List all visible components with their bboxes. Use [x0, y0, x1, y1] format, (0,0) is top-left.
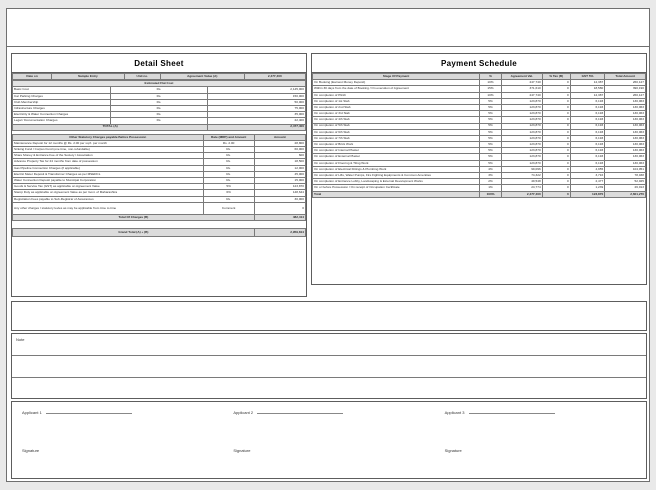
applicant-3-field[interactable] [435, 402, 646, 440]
other-charge-rate: Rs. [203, 147, 254, 153]
stage-total: 260,127 [605, 92, 646, 98]
stage-pct: 5% [480, 135, 502, 141]
signature-2-field[interactable] [223, 440, 434, 478]
stage-agr: 49,548 [501, 179, 542, 185]
stage-pct: 10% [480, 92, 502, 98]
stage-agr: 123,870 [501, 148, 542, 154]
stage-pct: 2% [480, 179, 502, 185]
signature-1-label: Signature [22, 448, 40, 453]
stage-total: 260,127 [605, 80, 646, 86]
stage-pct: 4% [480, 166, 502, 172]
stage-pct: 5% [480, 148, 502, 154]
cost-rate: Rs. [110, 112, 208, 118]
other-charge-rate: 6% [203, 190, 254, 196]
col-pct: % [480, 74, 502, 80]
stage-pct: 5% [480, 154, 502, 160]
stage-pct: 5% [480, 117, 502, 123]
other-charge-desc: Registration Fees payable to Sub-Registrar of Assurances [13, 196, 204, 202]
stage-agr: 123,870 [501, 111, 542, 117]
stage-gst: 18,580 [570, 86, 604, 92]
other-charge-desc: Water Connection Deposit payable to Municipal Corporation [13, 178, 204, 184]
stage-tax: 0 [542, 160, 570, 166]
stage-total: 130,063 [605, 142, 646, 148]
other-charge-desc: Gas Pipeline Connection Charges (if applicable) [13, 165, 204, 171]
col-stage: Stage Of Payment [313, 74, 480, 80]
document-page [6, 8, 650, 482]
stage-desc: On completion of Entrance Lobby, Landscaping & External Development Works [313, 179, 480, 185]
stage-gst: 6,193 [570, 104, 604, 110]
other-charge-rate: Rs. [203, 171, 254, 177]
stage-desc: Within 30 days from the date of Booking / On execution of Agreement [313, 86, 480, 92]
other-total-value: 482,414 [254, 214, 305, 220]
stage-desc: On or before Possession / On receipt of Occupation Certificate [313, 185, 480, 191]
stage-agr: 123,870 [501, 117, 542, 123]
other-charge-desc: Share Money & Entrance Fee of the Society / Association [13, 153, 204, 159]
signature-box [11, 401, 647, 479]
cost-amount: 35,000 [208, 112, 306, 118]
other-charge-rate: 5% [203, 184, 254, 190]
cost-amount: 2,145,000 [208, 87, 306, 93]
other-charge-desc: Any other charges / statutory levies as may be applicable from time to time [13, 202, 204, 214]
stage-total: 130,063 [605, 148, 646, 154]
note-label: Note [16, 337, 25, 342]
signature-1-field[interactable] [12, 440, 223, 478]
other-charges-rate-header: Rate (MRP) and Amount [203, 134, 254, 140]
cost-amount: 22,400 [208, 118, 306, 124]
table-row [13, 202, 306, 214]
stage-desc: On completion of 2nd Slab [313, 104, 480, 110]
stage-pct: 1% [480, 185, 502, 191]
detail-sheet-title: Detail Sheet [12, 54, 306, 73]
stage-agr: 123,870 [501, 135, 542, 141]
stage-pct: 5% [480, 123, 502, 129]
cost-total-label: TOTAL (A) [13, 124, 208, 130]
col-tax: % Tax (B) [542, 74, 570, 80]
stage-tax: 0 [542, 98, 570, 104]
table-row [13, 228, 306, 236]
stage-agr: 24,774 [501, 185, 542, 191]
info-label-unit: Unit no. [124, 74, 160, 80]
applicant-2-line [257, 412, 343, 414]
stage-gst: 6,193 [570, 135, 604, 141]
stage-agr: 123,870 [501, 123, 542, 129]
stage-gst: 12,387 [570, 92, 604, 98]
cost-rate: Rs. [110, 105, 208, 111]
stage-tax: 0 [542, 104, 570, 110]
stage-tax: 0 [542, 135, 570, 141]
stage-tax: 0 [542, 117, 570, 123]
stage-agr: 371,610 [501, 86, 542, 92]
other-charge-desc: Maintenance Deposit for 12 months @ Rs. 2.00 per sq.ft. per month [13, 140, 204, 146]
schedule-total-agr: 2,477,400 [501, 191, 542, 197]
stage-gst: 6,193 [570, 142, 604, 148]
other-charge-rate: Rs. [203, 178, 254, 184]
stage-gst: 6,193 [570, 160, 604, 166]
blank-remarks-box [11, 301, 647, 331]
other-charges-amount-header: Amount [254, 134, 305, 140]
other-charge-desc: Goods & Service Tax (GST) as applicable on Agreement Value [13, 184, 204, 190]
cost-desc: Electricity & Water Connection Charges [13, 112, 111, 118]
applicant-2-label: Applicant 2 [233, 410, 254, 415]
stage-desc: On completion of Electrical Fittings & Plumbing Work [313, 166, 480, 172]
cost-desc: Club Membership [13, 99, 111, 105]
schedule-total-gst: 123,870 [570, 191, 604, 197]
stage-total: 390,190 [605, 86, 646, 92]
note-row-2 [12, 356, 646, 378]
stage-agr: 123,870 [501, 98, 542, 104]
stage-pct: 5% [480, 104, 502, 110]
cost-desc: Car Parking Charges [13, 93, 111, 99]
stage-gst: 6,193 [570, 154, 604, 160]
other-charges-table [12, 134, 306, 237]
col-total: Total Amount [605, 74, 646, 80]
schedule-total-amount: 2,601,270 [605, 191, 646, 197]
stage-pct: 5% [480, 160, 502, 166]
applicant-1-line [46, 412, 132, 414]
stage-desc: On completion of 3rd Slab [313, 111, 480, 117]
stage-tax: 0 [542, 185, 570, 191]
stage-pct: 10% [480, 80, 502, 86]
table-row [13, 220, 306, 228]
stage-gst: 6,193 [570, 98, 604, 104]
stage-pct: 5% [480, 111, 502, 117]
stage-agr: 123,870 [501, 129, 542, 135]
payment-schedule-panel [311, 53, 647, 285]
stage-agr: 123,870 [501, 154, 542, 160]
stage-pct: 5% [480, 129, 502, 135]
stage-desc: On completion of External Plaster [313, 154, 480, 160]
stage-tax: 0 [542, 166, 570, 172]
other-charge-amount: 28,800 [254, 140, 305, 146]
applicant-3-label: Applicant 3 [444, 410, 465, 415]
col-agreement-value: Agreement Val. [501, 74, 542, 80]
stage-tax: 0 [542, 179, 570, 185]
estimated-cost-table [12, 80, 306, 131]
other-charge-amount: 45,000 [254, 171, 305, 177]
payment-schedule-table [312, 73, 646, 198]
cost-desc: Basic Cost [13, 87, 111, 93]
schedule-total-pct: 100% [480, 191, 502, 197]
stage-agr: 247,740 [501, 80, 542, 86]
stage-total: 130,063 [605, 111, 646, 117]
stage-tax: 0 [542, 86, 570, 92]
stage-tax: 0 [542, 80, 570, 86]
stage-agr: 123,870 [501, 160, 542, 166]
stage-desc: On completion of Plinth [313, 92, 480, 98]
other-charge-amount: 60,000 [254, 147, 305, 153]
other-charge-amount: 123,870 [254, 184, 305, 190]
stage-gst: 2,477 [570, 179, 604, 185]
schedule-total-tax: 0 [542, 191, 570, 197]
grand-total-label: Grand Total (A) + (B) [13, 228, 255, 236]
other-charge-desc: Sinking Fund / Corpus Fund (one time, non-refundable) [13, 147, 204, 153]
other-total-label: Total Of Charges (B) [13, 214, 255, 220]
note-row-1 [12, 334, 646, 356]
detail-info-table [12, 73, 306, 80]
stage-gst: 6,193 [570, 123, 604, 129]
other-charge-amount: 18,500 [254, 159, 305, 165]
stage-gst: 6,193 [570, 129, 604, 135]
other-charge-amount: 0 [254, 202, 305, 214]
stage-tax: 0 [542, 154, 570, 160]
stage-gst: 3,716 [570, 173, 604, 179]
stage-total: 130,063 [605, 154, 646, 160]
signature-3-field[interactable] [435, 440, 646, 478]
table-row [13, 74, 306, 80]
other-charge-amount: 148,644 [254, 190, 305, 196]
stage-agr: 123,870 [501, 104, 542, 110]
stage-tax: 0 [542, 148, 570, 154]
stage-pct: 15% [480, 86, 502, 92]
cost-desc: Legal / Documentation Charges [13, 118, 111, 124]
col-gst: GST 5% [570, 74, 604, 80]
other-charge-amount: 15,000 [254, 178, 305, 184]
stage-tax: 0 [542, 142, 570, 148]
notes-box [11, 333, 647, 399]
stage-desc: On completion of Lifts, Water Pumps, Fire Fighting Equipments & Common Amenities [313, 173, 480, 179]
applicant-3-line [469, 412, 555, 414]
stage-gst: 1,239 [570, 185, 604, 191]
cost-amount: 150,000 [208, 93, 306, 99]
other-charge-amount: 600 [254, 153, 305, 159]
applicant-1-label: Applicant 1 [22, 410, 42, 415]
stage-total: 130,063 [605, 104, 646, 110]
stage-pct: 5% [480, 142, 502, 148]
cost-rate: Rs. [110, 99, 208, 105]
stage-total: 78,038 [605, 173, 646, 179]
stage-desc: On completion of 5th Slab [313, 123, 480, 129]
stage-desc: On completion of 4th Slab [313, 117, 480, 123]
stage-tax: 0 [542, 92, 570, 98]
other-charge-rate: Rs. [203, 196, 254, 202]
stage-gst: 6,193 [570, 148, 604, 154]
stage-desc: On completion of Internal Plaster [313, 148, 480, 154]
stage-tax: 0 [542, 173, 570, 179]
other-charge-desc: Electric Meter Deposit & Transformer Charges as per MSEDCL [13, 171, 204, 177]
stage-gst: 4,955 [570, 166, 604, 172]
signature-3-label: Signature [444, 448, 462, 453]
stage-pct: 5% [480, 98, 502, 104]
stage-total: 130,063 [605, 135, 646, 141]
stage-gst: 12,387 [570, 80, 604, 86]
cost-amount: 50,000 [208, 99, 306, 105]
stage-desc: On completion of Flooring & Tiling Work [313, 160, 480, 166]
cost-amount: 75,000 [208, 105, 306, 111]
other-charge-comment-box[interactable]: Comment [203, 202, 254, 214]
payment-schedule-title: Payment Schedule [312, 54, 646, 73]
stage-desc: On completion of 7th Slab [313, 135, 480, 141]
stage-agr: 247,740 [501, 92, 542, 98]
stage-desc: On completion of Brick Work [313, 142, 480, 148]
stage-agr: 74,322 [501, 173, 542, 179]
page-header-strip [7, 9, 649, 47]
note-row-3 [12, 378, 646, 400]
stage-gst: 6,193 [570, 117, 604, 123]
table-row [13, 124, 306, 130]
info-label-date: Date on [13, 74, 52, 80]
grand-total-value: 2,959,814 [254, 228, 305, 236]
schedule-total-label: Total [313, 191, 480, 197]
stage-total: 130,063 [605, 129, 646, 135]
other-charge-desc: Advance Property Tax for 24 months from date of possession [13, 159, 204, 165]
signature-2-label: Signature [233, 448, 251, 453]
other-charge-amount: 12,000 [254, 165, 305, 171]
stage-tax: 0 [542, 123, 570, 129]
stage-desc: On completion of 1st Slab [313, 98, 480, 104]
cost-rate: Rs. [110, 93, 208, 99]
info-value-agreement-value: 2,477,400 [244, 74, 305, 80]
stage-gst: 6,193 [570, 111, 604, 117]
stage-total: 130,063 [605, 117, 646, 123]
stage-tax: 0 [542, 129, 570, 135]
stage-total: 130,063 [605, 123, 646, 129]
stage-total: 130,063 [605, 98, 646, 104]
stage-pct: 3% [480, 173, 502, 179]
signature-row [12, 440, 646, 478]
stage-total: 104,051 [605, 166, 646, 172]
other-charge-rate: Rs. [203, 153, 254, 159]
applicant-2-field[interactable] [223, 402, 434, 440]
applicant-1-field[interactable] [12, 402, 223, 440]
table-row [313, 191, 646, 197]
info-label-agreement-value: Agreement Value (A) [160, 74, 244, 80]
stage-agr: 99,096 [501, 166, 542, 172]
stage-total: 130,063 [605, 160, 646, 166]
stage-total: 52,025 [605, 179, 646, 185]
stage-desc: On completion of 6th Slab [313, 129, 480, 135]
other-charge-desc: Stamp Duty as applicable on Agreement Value as per Govt. of Maharashtra [13, 190, 204, 196]
stage-desc: On Booking (Earnest Money Deposit) [313, 80, 480, 86]
cost-rate: Rs. [110, 118, 208, 124]
stage-tax: 0 [542, 111, 570, 117]
applicant-row [12, 402, 646, 440]
other-charge-rate: Rs. [203, 159, 254, 165]
stage-agr: 123,870 [501, 142, 542, 148]
stage-total: 26,013 [605, 185, 646, 191]
other-charges-desc-header: Other Statutory Charges payable Before Possession [13, 134, 204, 140]
other-charge-rate: Rs. [203, 165, 254, 171]
other-charge-rate: Rs. 2.00 [203, 140, 254, 146]
cost-total-value: 2,477,400 [208, 124, 306, 130]
cost-desc: Infrastructure Charges [13, 105, 111, 111]
detail-sheet-panel [11, 53, 307, 297]
info-label-sample: Sample Entry [52, 74, 125, 80]
cost-rate: Rs. [110, 87, 208, 93]
other-charge-amount: 30,000 [254, 196, 305, 202]
estimated-cost-title: Estimated Flat Cost [13, 81, 306, 87]
